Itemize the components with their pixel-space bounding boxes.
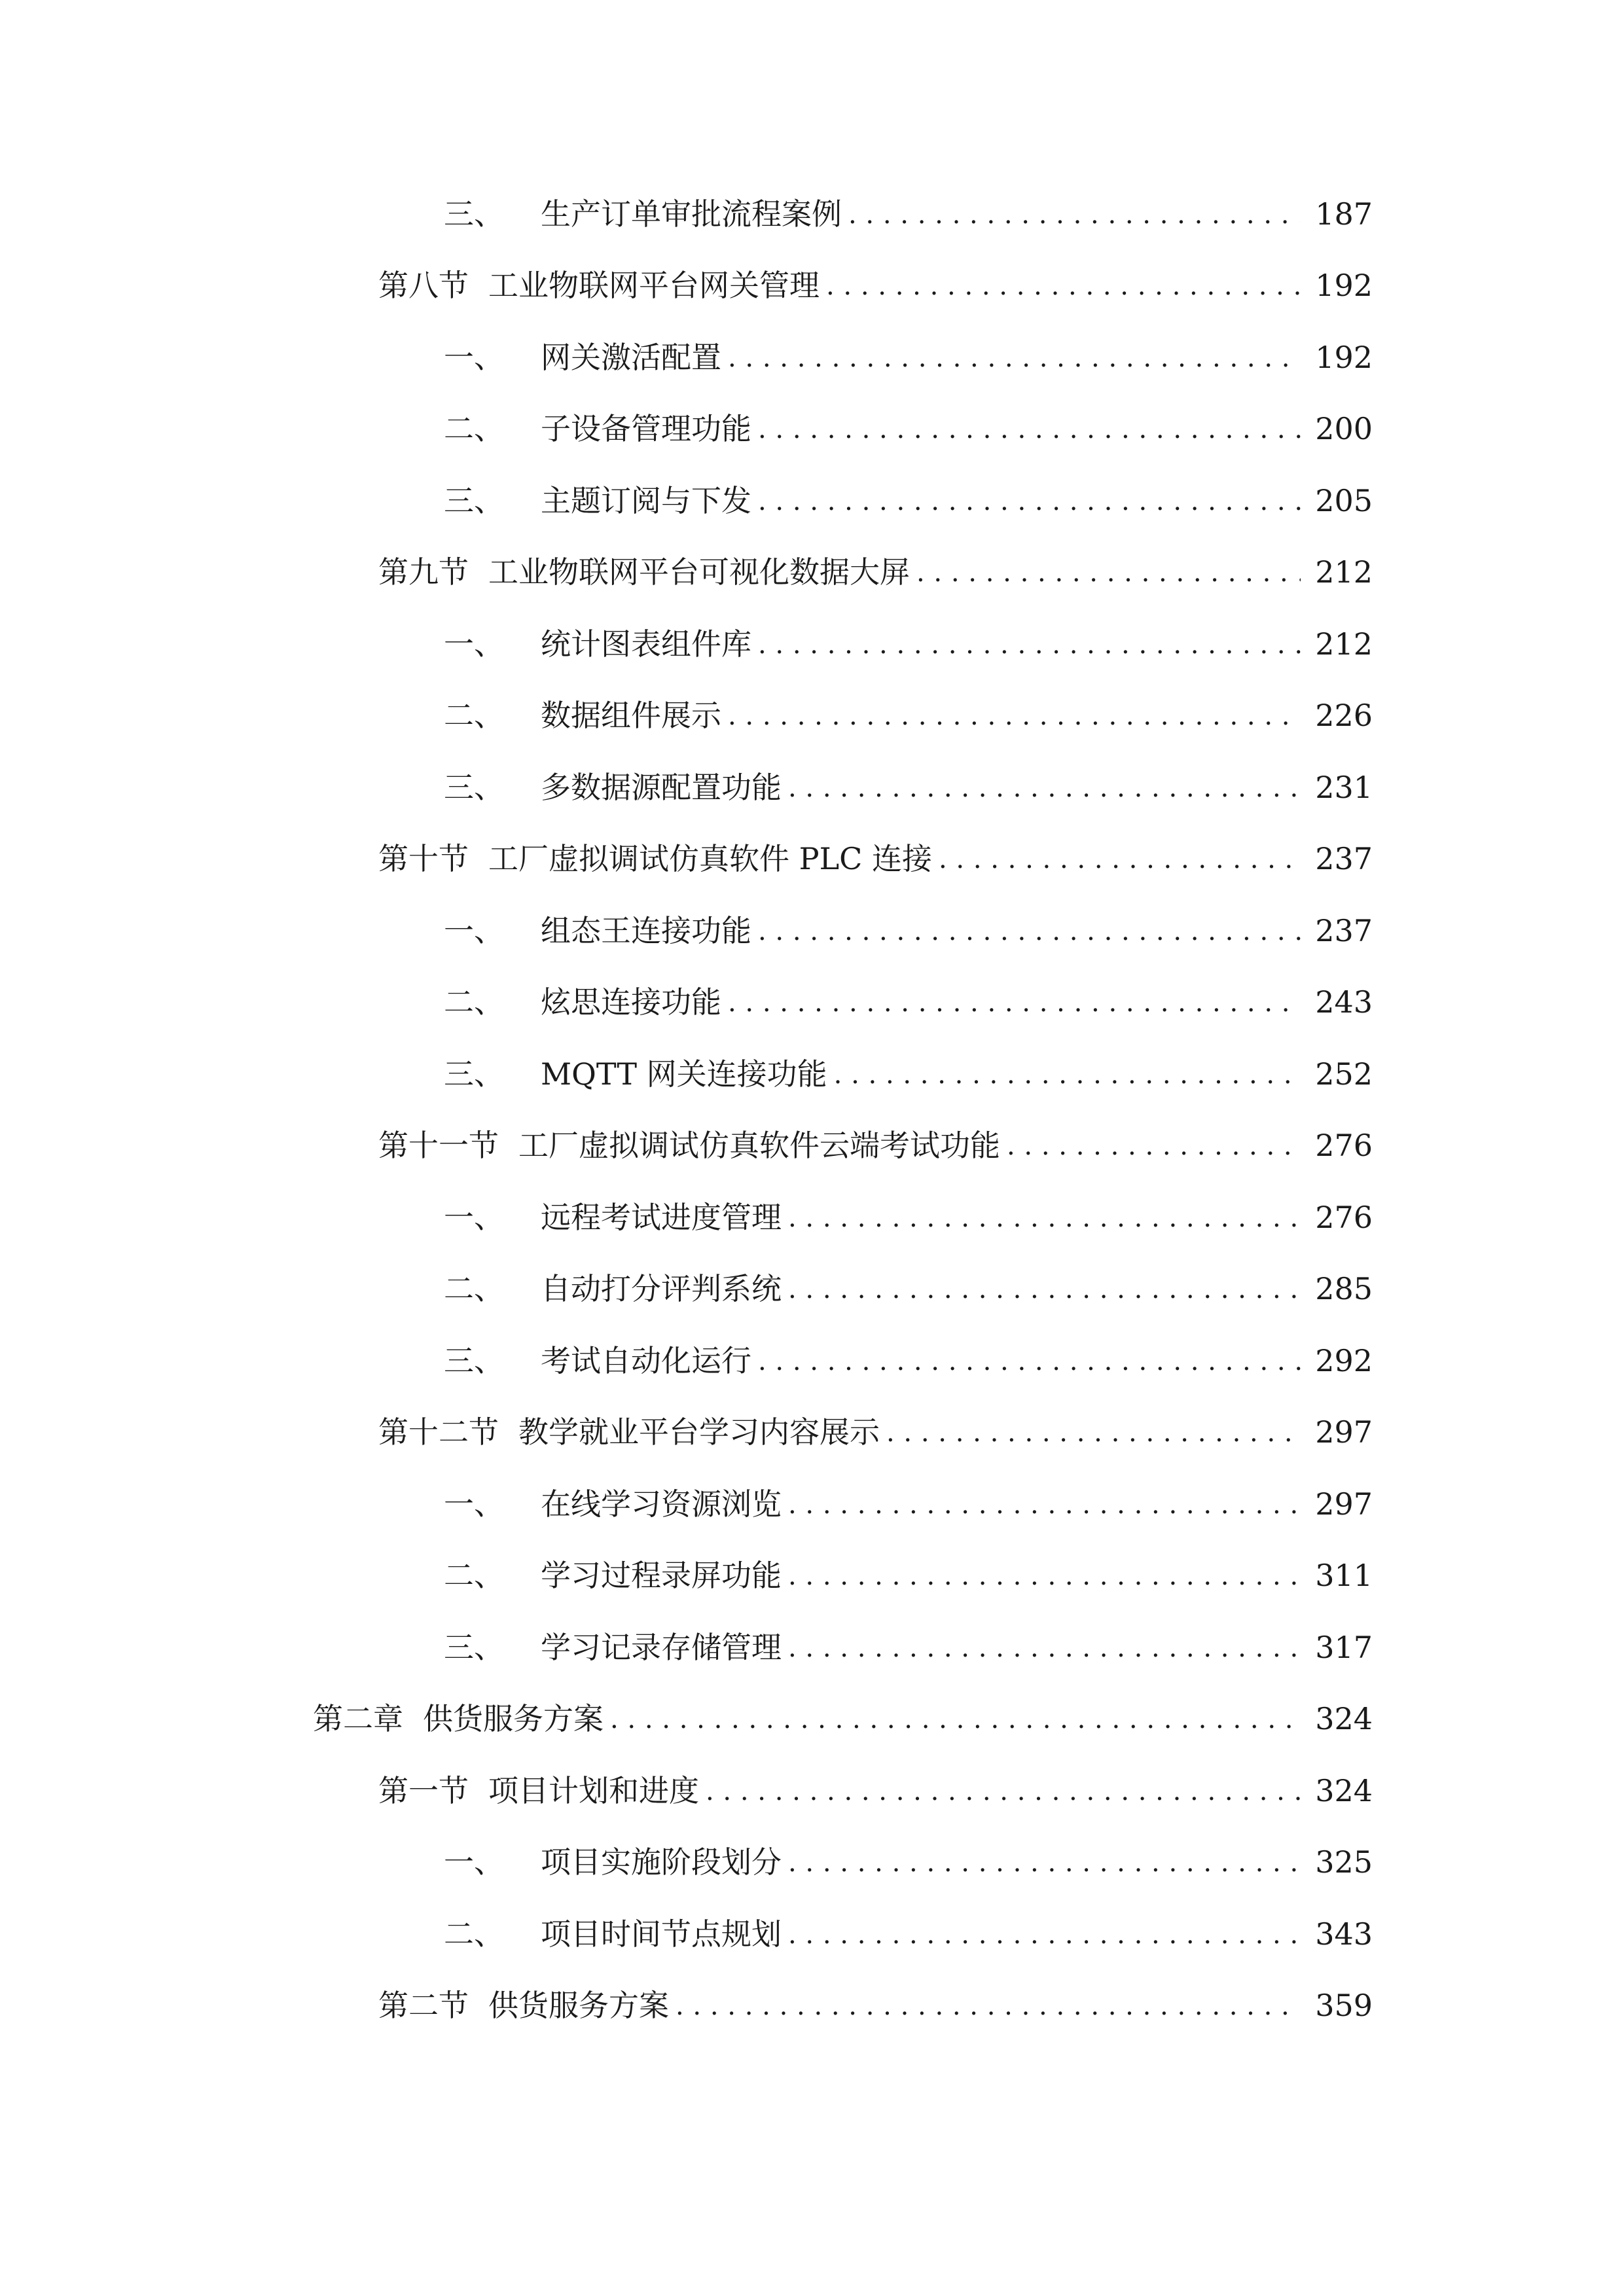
toc-entry-title: 多数据源配置功能 — [541, 769, 782, 805]
dot-leader — [788, 1850, 1301, 1880]
dot-leader — [848, 202, 1301, 232]
toc-entry-title: 工厂虚拟调试仿真软件 PLC 连接 — [488, 841, 932, 877]
toc-entry-number: 第二节 — [378, 1988, 469, 2024]
dot-leader — [728, 345, 1301, 375]
dot-leader — [610, 1706, 1301, 1736]
toc-entry-title: 项目实施阶段划分 — [541, 1844, 782, 1880]
toc-entry-title: 工厂虚拟调试仿真软件云端考试功能 — [518, 1128, 1000, 1164]
toc-page-number: 311 — [1315, 1558, 1373, 1594]
toc-entry[interactable] — [0, 1397, 1624, 1469]
toc-entry[interactable] — [0, 1181, 1624, 1253]
toc-entry-number: 二、 — [444, 698, 504, 734]
toc-entry[interactable] — [0, 1253, 1624, 1325]
toc-entry-number: 一、 — [444, 1199, 504, 1235]
toc-page-number: 231 — [1315, 769, 1373, 805]
toc-entry[interactable] — [0, 321, 1624, 393]
toc-entry-number: 三、 — [444, 482, 504, 518]
dot-leader — [758, 918, 1301, 948]
table-of-contents — [0, 178, 1624, 2041]
toc-entry-title: 炫思连接功能 — [541, 984, 721, 1020]
toc-entry-title: 在线学习资源浏览 — [541, 1486, 782, 1522]
toc-entry[interactable] — [0, 1038, 1624, 1110]
toc-page-number: 285 — [1315, 1271, 1373, 1307]
toc-entry-title: 组态王连接功能 — [541, 912, 751, 948]
toc-page-number: 325 — [1315, 1844, 1373, 1880]
dot-leader — [758, 1348, 1301, 1378]
toc-entry[interactable] — [0, 1325, 1624, 1397]
toc-entry-title: 供货服务方案 — [488, 1988, 669, 2024]
dot-leader — [788, 1922, 1301, 1952]
toc-entry-number: 一、 — [444, 626, 504, 662]
toc-entry-number: 一、 — [444, 1486, 504, 1522]
toc-entry[interactable] — [0, 250, 1624, 322]
toc-entry-number: 一、 — [444, 339, 504, 375]
toc-entry-title: 项目时间节点规划 — [541, 1916, 782, 1952]
dot-leader — [706, 1778, 1301, 1808]
toc-entry-number: 二、 — [444, 411, 504, 447]
toc-page-number: 317 — [1315, 1629, 1373, 1665]
dot-leader — [728, 990, 1301, 1020]
toc-entry-number: 第十二节 — [378, 1414, 499, 1450]
toc-entry-title: 子设备管理功能 — [541, 411, 751, 447]
toc-entry-number: 一、 — [444, 912, 504, 948]
toc-entry[interactable] — [0, 1683, 1624, 1755]
toc-entry-number: 三、 — [444, 196, 504, 232]
toc-entry[interactable] — [0, 1827, 1624, 1899]
toc-page-number: 343 — [1315, 1916, 1373, 1952]
toc-entry-title: 远程考试进度管理 — [541, 1199, 782, 1235]
toc-entry-title: 学习记录存储管理 — [541, 1629, 782, 1665]
toc-page-number: 324 — [1315, 1701, 1373, 1737]
dot-leader — [916, 560, 1301, 590]
toc-entry-number: 二、 — [444, 984, 504, 1020]
toc-entry-title: 项目计划和进度 — [488, 1772, 699, 1808]
toc-entry-title: 供货服务方案 — [423, 1701, 604, 1737]
dot-leader — [728, 703, 1301, 733]
toc-entry-number: 第十节 — [378, 841, 469, 877]
dot-leader — [788, 1563, 1301, 1593]
dot-leader — [758, 488, 1301, 518]
toc-page-number: 192 — [1315, 268, 1373, 304]
dot-leader — [758, 416, 1301, 446]
toc-entry[interactable] — [0, 680, 1624, 752]
toc-entry[interactable] — [0, 1898, 1624, 1970]
toc-entry[interactable] — [0, 823, 1624, 895]
toc-page-number: 359 — [1315, 1988, 1373, 2024]
toc-entry[interactable] — [0, 1611, 1624, 1683]
toc-entry-number: 三、 — [444, 1056, 504, 1092]
toc-entry-title: 主题订阅与下发 — [541, 482, 751, 518]
toc-entry-number: 三、 — [444, 769, 504, 805]
toc-page-number: 324 — [1315, 1772, 1373, 1808]
toc-page-number: 237 — [1315, 841, 1373, 877]
dot-leader — [788, 1205, 1301, 1235]
toc-page-number: 192 — [1315, 339, 1373, 375]
toc-entry-title: 自动打分评判系统 — [541, 1271, 782, 1307]
toc-entry[interactable] — [0, 178, 1624, 250]
toc-entry-number: 二、 — [444, 1558, 504, 1594]
dot-leader — [788, 775, 1301, 805]
toc-entry[interactable] — [0, 465, 1624, 537]
toc-entry-number: 第一节 — [378, 1772, 469, 1808]
toc-entry-title: 学习过程录屏功能 — [541, 1558, 782, 1594]
toc-entry-number: 三、 — [444, 1629, 504, 1665]
toc-entry-title: 网关激活配置 — [541, 339, 721, 375]
dot-leader — [826, 273, 1301, 303]
toc-entry[interactable] — [0, 1540, 1624, 1612]
dot-leader — [676, 1993, 1301, 2023]
dot-leader — [788, 1492, 1301, 1522]
dot-leader — [788, 1635, 1301, 1665]
toc-page-number: 297 — [1315, 1414, 1373, 1450]
toc-entry-number: 二、 — [444, 1271, 504, 1307]
toc-entry[interactable] — [0, 1755, 1624, 1827]
toc-entry-number: 三、 — [444, 1342, 504, 1378]
toc-page-number: 212 — [1315, 554, 1373, 590]
toc-entry[interactable] — [0, 1110, 1624, 1182]
toc-page-number: 276 — [1315, 1199, 1373, 1235]
toc-entry-number: 二、 — [444, 1916, 504, 1952]
toc-entry-number: 第二章 — [313, 1701, 403, 1737]
toc-page-number: 252 — [1315, 1056, 1373, 1092]
toc-entry[interactable] — [0, 537, 1624, 609]
toc-page-number: 226 — [1315, 698, 1373, 734]
toc-entry[interactable] — [0, 751, 1624, 823]
toc-entry-title: 工业物联网平台网关管理 — [488, 268, 820, 304]
toc-entry-title: MQTT 网关连接功能 — [541, 1056, 827, 1092]
dot-leader — [939, 846, 1301, 876]
dot-leader — [834, 1062, 1301, 1092]
toc-page-number: 237 — [1315, 912, 1373, 948]
toc-entry-title: 统计图表组件库 — [541, 626, 751, 662]
toc-page-number: 200 — [1315, 411, 1373, 447]
toc-page-number: 297 — [1315, 1486, 1373, 1522]
toc-entry-title: 生产订单审批流程案例 — [541, 196, 842, 232]
toc-page-number: 187 — [1315, 196, 1373, 232]
toc-entry[interactable] — [0, 895, 1624, 967]
toc-page-number: 276 — [1315, 1128, 1373, 1164]
toc-entry-number: 第十一节 — [378, 1128, 499, 1164]
toc-entry[interactable] — [0, 608, 1624, 680]
toc-page-number: 212 — [1315, 626, 1373, 662]
toc-entry-number: 第九节 — [378, 554, 469, 590]
toc-entry[interactable] — [0, 393, 1624, 465]
dot-leader — [886, 1420, 1301, 1450]
toc-page-number: 243 — [1315, 984, 1373, 1020]
toc-entry[interactable] — [0, 967, 1624, 1039]
toc-entry-number: 一、 — [444, 1844, 504, 1880]
toc-entry-title: 教学就业平台学习内容展示 — [518, 1414, 880, 1450]
toc-entry[interactable] — [0, 1468, 1624, 1540]
toc-entry-title: 考试自动化运行 — [541, 1342, 751, 1378]
dot-leader — [758, 632, 1301, 662]
toc-page-number: 292 — [1315, 1342, 1373, 1378]
toc-entry-title: 数据组件展示 — [541, 698, 721, 734]
toc-entry-number: 第八节 — [378, 268, 469, 304]
toc-entry-title: 工业物联网平台可视化数据大屏 — [488, 554, 910, 590]
dot-leader — [788, 1276, 1301, 1306]
toc-entry[interactable] — [0, 1970, 1624, 2042]
dot-leader — [1007, 1133, 1301, 1163]
toc-page-number: 205 — [1315, 482, 1373, 518]
